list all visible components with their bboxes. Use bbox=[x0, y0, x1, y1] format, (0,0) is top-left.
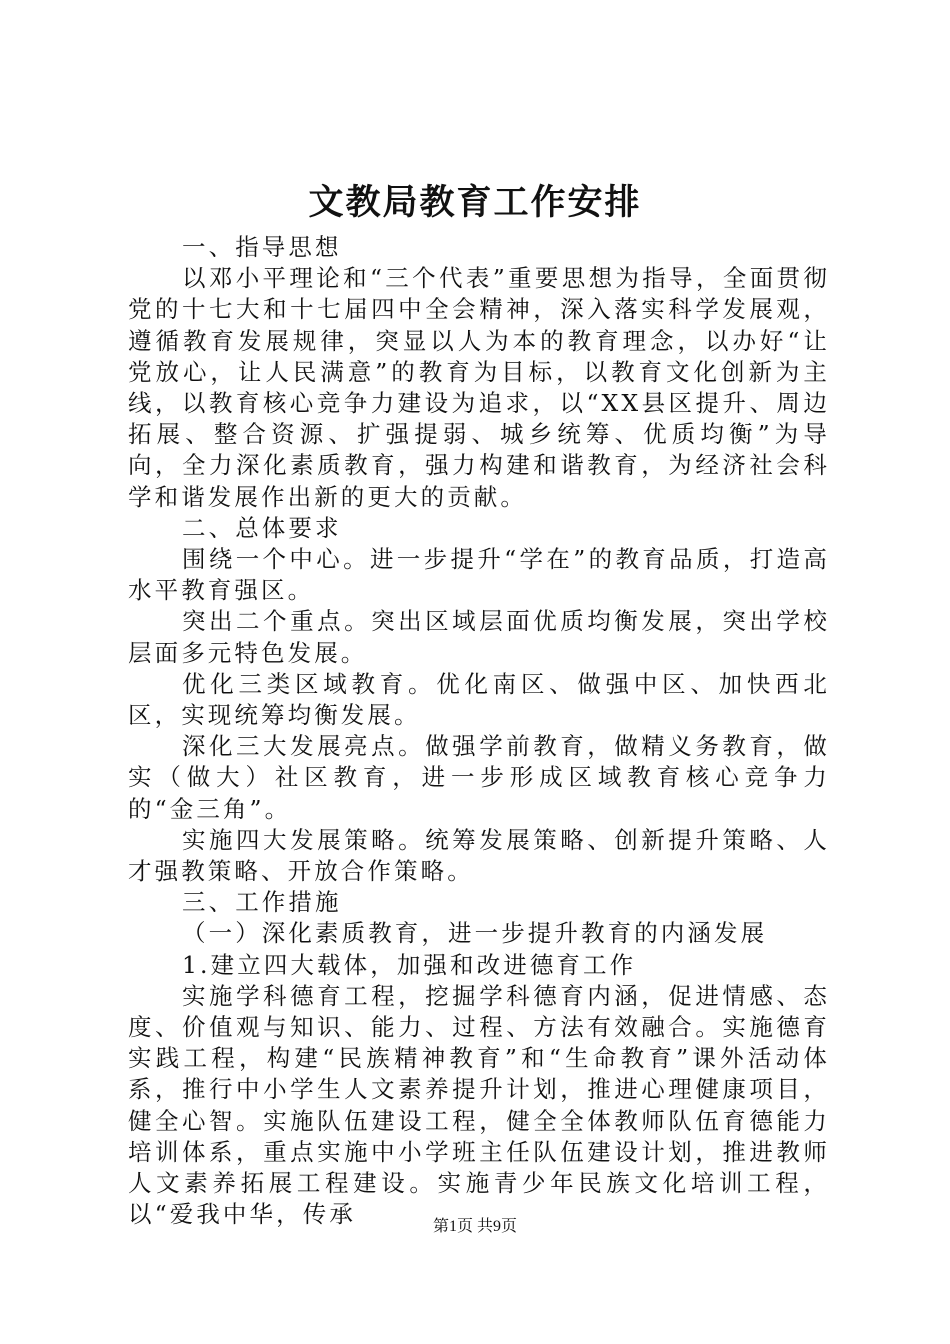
body-paragraph: 突出二个重点。突出区域层面优质均衡发展，突出学校层面多元特色发展。 bbox=[128, 607, 830, 667]
section-heading: 二、总体要求 bbox=[182, 513, 342, 542]
item-heading: 1.建立四大载体，加强和改进德育工作 bbox=[182, 950, 637, 979]
section-heading: 三、工作措施 bbox=[182, 888, 342, 917]
section-heading: 一、指导思想 bbox=[182, 233, 342, 261]
body-paragraph: 以邓小平理论和“三个代表”重要思想为指导，全面贯彻党的十七大和十七届四中全会精神，深入落实科学发展观，遵循教育发展规律，突显以人为本的教育理念，以办好“让党放心，让人民满意”的教育为目标，以教育文化创新为主线，以教育核心竞争力建设为追求，以“XX县区提升、周边拓展、整合资源、扩强提弱、城乡统筹、优质均衡”为导向，全力深化素质教育，强力构建和谐教育，为经济社会科学和谐发展作出新的更大的贡献。 bbox=[128, 264, 830, 511]
body-paragraph: 围绕一个中心。进一步提升“学在”的教育品质，打造高水平教育强区。 bbox=[128, 545, 830, 605]
body-paragraph: 实施四大发展策略。统筹发展策略、创新提升策略、人才强教策略、开放合作策略。 bbox=[128, 825, 830, 886]
body-paragraph: 优化三类区域教育。优化南区、做强中区、加快西北区，实现统筹均衡发展。 bbox=[128, 669, 830, 730]
subsection-heading: （一）深化素质教育，进一步提升教育的内涵发展 bbox=[182, 919, 768, 948]
document-body bbox=[128, 232, 830, 1231]
document-title: 文教局教育工作安排 bbox=[308, 182, 642, 223]
body-paragraph: 深化三大发展亮点。做强学前教育，做精义务教育，做实（做大）社区教育，进一步形成区域教育核心竞争力的“金三角”。 bbox=[128, 732, 830, 823]
page-number-footer: 第1页 共9页 bbox=[432, 1218, 517, 1235]
body-paragraph: 实施学科德育工程，挖掘学科德育内涵，促进情感、态度、价值观与知识、能力、过程、方法有效融合。实施德育实践工程，构建“民族精神教育”和“生命教育”课外活动体系，推行中小学生人文素养提升计划，推进心理健康项目，健全心智。实施队伍建设工程，健全全体教师队伍育德能力培训体系，重点实施中小学班主任队伍建设计划，推进教师人文素养拓展工程建设。实施青少年民族文化培训工程，以“爱我中华，传承 bbox=[128, 981, 830, 1229]
